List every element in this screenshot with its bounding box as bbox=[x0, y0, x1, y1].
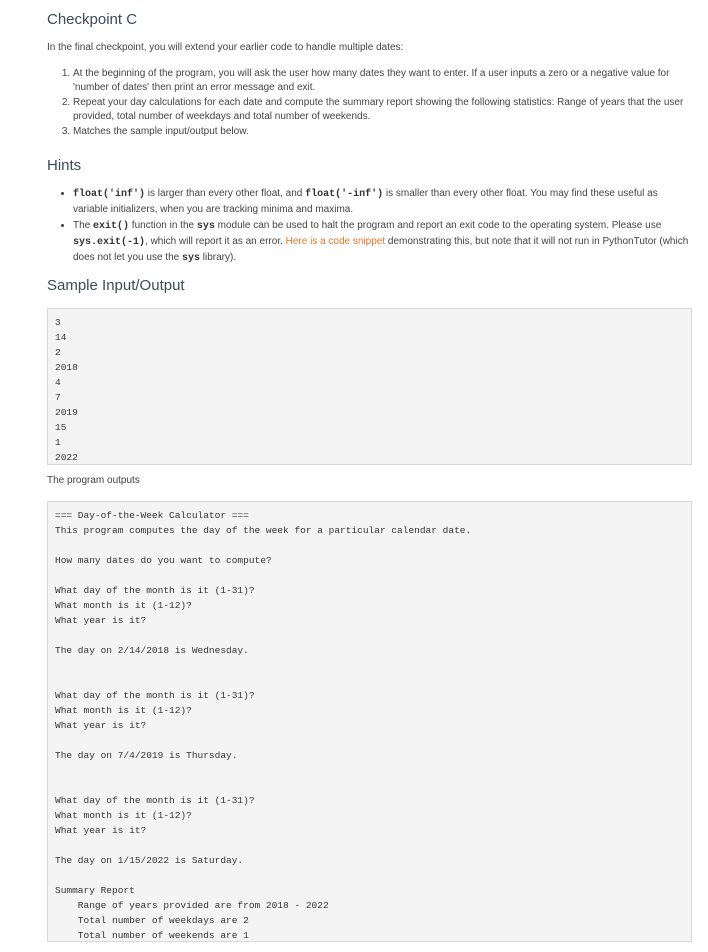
step-item: 3. Matches the sample input/output below. bbox=[73, 125, 693, 139]
hint-text: is larger than every other float, and bbox=[145, 188, 306, 199]
code-snippet-link[interactable]: Here is a code snippet bbox=[285, 236, 386, 247]
hint-text: library). bbox=[199, 252, 237, 263]
hint-text: is smaller than every other float. You may find these useful as variable initializers, when you are tracking minima and maxima. bbox=[73, 188, 658, 215]
hints-list bbox=[47, 186, 693, 267]
inline-code: sys bbox=[196, 221, 215, 232]
sample-output-block: === Day-of-the-Week Calculator === This program computes the day of the week for a particular calendar date. How many dates do you want to compute? What day of the month is it (1-31)? What month is it (1-12)? What year is it? The day on 2/14/2018 is Wednesday. What day of the month is it (1-31)? What month is it (1-12)? What year is it? The day on 7/4/2019 is Thursday. What day of the month is it (1-31)? What month is it (1-12)? What year is it? The day on 1/15/2022 is Saturday. Summary Report Range of years provided are from 2018 - 2022 Total number of weekdays are 2 Total number of weekends are 1 bbox=[47, 501, 692, 942]
inline-code: sys.exit(-1) bbox=[73, 237, 146, 248]
hint-text: The bbox=[73, 220, 94, 231]
hint-item-float bbox=[73, 186, 693, 217]
hint-text: demonstrating this, but note that it will not run in PythonTutor (which does not let you use the bbox=[73, 236, 689, 263]
inline-code: sys bbox=[181, 253, 200, 264]
hint-item-exit bbox=[73, 218, 693, 266]
steps-list bbox=[47, 67, 693, 140]
step-item: 1. At the beginning of the program, you will ask the user how many dates they want to enter. If a user inputs a zero or a negative value for 'number of dates' then print an error message and exit. bbox=[73, 67, 693, 95]
intro-text: In the final checkpoint, you will extend your earlier code to handle multiple dates: bbox=[47, 42, 404, 53]
step-item: 2. Repeat your day calculations for each date and compute the summary report showing the following statistics: Range of years that the user provided, total number of weekdays and total number of weekends. bbox=[73, 96, 693, 124]
sample-title: Sample Input/Output bbox=[47, 277, 185, 294]
outputs-label: The program outputs bbox=[47, 475, 140, 486]
hints-title: Hints bbox=[47, 157, 82, 174]
hint-text: , which will report it as an error. bbox=[145, 236, 286, 247]
inline-code: exit() bbox=[93, 221, 130, 232]
sample-input-block: 3 14 2 2018 4 7 2019 15 1 2022 bbox=[47, 308, 692, 465]
checkpoint-title: Checkpoint C bbox=[47, 11, 138, 28]
inline-code: float('inf') bbox=[73, 189, 146, 200]
inline-code: float('-inf') bbox=[305, 189, 384, 200]
hint-text: module can be used to halt the program and report an exit code to the operating system. Please use bbox=[214, 220, 662, 231]
hint-text: function in the bbox=[129, 220, 197, 231]
